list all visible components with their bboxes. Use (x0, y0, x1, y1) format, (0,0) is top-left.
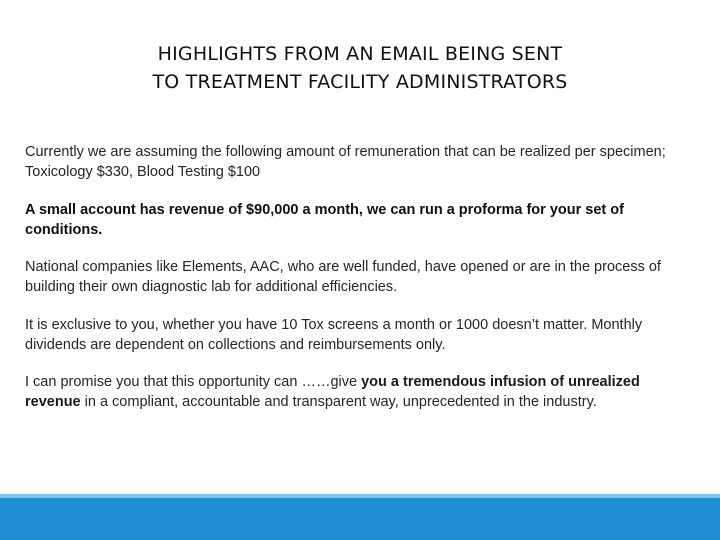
slide-title-line-1: HIGHLIGHTS FROM AN EMAIL BEING SENT (157, 43, 563, 65)
paragraph-remuneration: Currently we are assuming the following amount of remuneration that can be realized per specimen; Toxicology $330, Blood Testing $100 (25, 144, 666, 180)
footer-bar (0, 498, 720, 540)
promise-text-bold: you a tremendous infusion of unrealized revenue (25, 374, 640, 410)
paragraph-national-companies: National companies like Elements, AAC, who are well funded, have opened or are in the process of building their own diagnostic lab for additional efficiencies. (25, 259, 661, 295)
promise-text-end: in a compliant, accountable and transparent way, unprecedented in the industry. (80, 393, 597, 410)
paragraph-small-account-revenue: A small account has revenue of $90,000 a month, we can run a proforma for your set of conditions. (25, 202, 624, 238)
paragraph-exclusivity: It is exclusive to you, whether you have 10 Tox screens a month or 1000 doesn’t matter. Monthly dividends are dependent on collections and reimbursements only. (25, 317, 643, 353)
slide-title (0, 40, 720, 96)
promise-text-start: I can promise you that this opportunity can ……give (25, 374, 362, 390)
slide-title-line-2: TO TREATMENT FACILITY ADMINISTRATORS (152, 71, 568, 93)
paragraph-promise (25, 373, 695, 412)
